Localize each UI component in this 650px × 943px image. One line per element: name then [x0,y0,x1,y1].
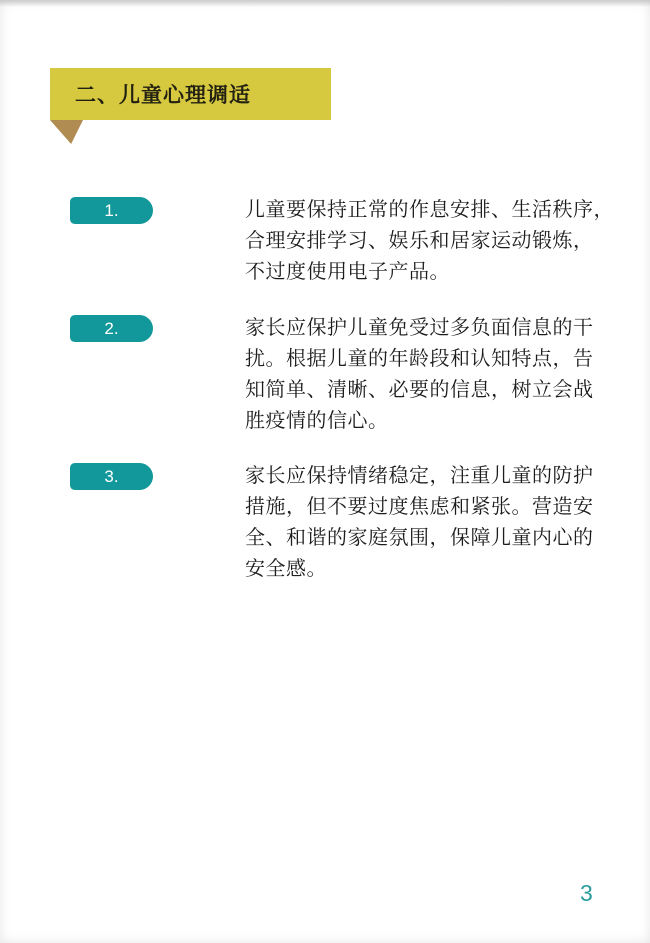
page-top-edge-shadow [0,0,650,7]
paragraph-line: 儿童要保持正常的作息安排、生活秩序， [245,199,614,221]
section-header-banner [50,68,331,120]
item-number: 3. [104,466,119,486]
paragraph-line: 合理安排学习、娱乐和居家运动锻炼， [245,230,594,252]
paragraph-line: 知简单、清晰、必要的信息，树立会战 [245,379,594,401]
paragraph-line: 扰。根据儿童的年龄段和认知特点，告 [245,348,594,370]
item-paragraph [245,461,594,585]
paragraph-line: 安全感。 [245,558,327,580]
item-paragraph [245,313,594,437]
paragraph-line: 全、和谐的家庭氛围，保障儿童内心的 [245,527,594,549]
section-title: 二、儿童心理调适 [75,84,251,107]
paragraph-line: 家长应保持情绪稳定，注重儿童的防护 [245,465,594,487]
page-number: 3 [580,880,593,906]
item-number: 2. [104,318,119,338]
paragraph-line: 措施，但不要过度焦虑和紧张。营造安 [245,496,594,518]
paragraph-line: 家长应保护儿童免受过多负面信息的干 [245,317,594,339]
paragraph-line: 不过度使用电子产品。 [245,261,450,283]
item-number-badge [70,197,153,224]
banner-fold-triangle [50,120,83,144]
item-paragraph [245,195,614,288]
item-number-badge [70,315,153,342]
item-number-badge [70,463,153,490]
paragraph-line: 胜疫情的信心。 [245,410,389,432]
item-number: 1. [104,200,119,220]
